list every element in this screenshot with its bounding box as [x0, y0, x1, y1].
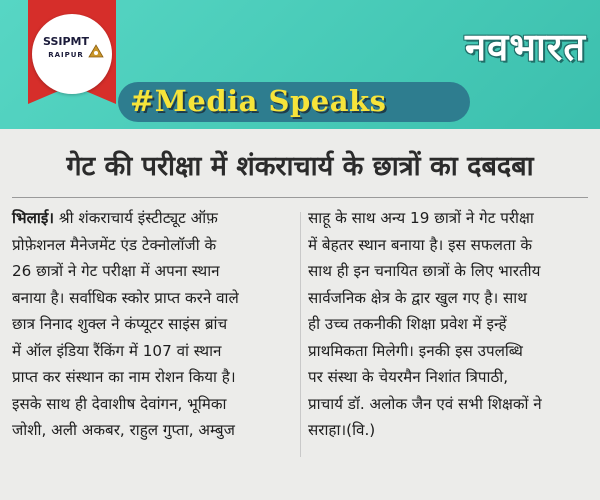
article-headline: गेट की परीक्षा में शंकराचार्य के छात्रों का दबदबा — [66, 151, 534, 182]
article-line-text: श्री शंकराचार्य इंस्टीट्यूट ऑफ़ — [54, 209, 218, 227]
article-line: साहू के साथ अन्य 19 छात्रों ने गेट परीक्षा — [308, 209, 534, 227]
article-line: प्राथमिकता मिलेगी। इनकी इस उपलब्धि — [308, 341, 523, 360]
college-emblem-icon — [88, 44, 104, 58]
article-line: इसके साथ ही देवाशीष देवांगन, भूमिका — [12, 394, 227, 413]
column-divider — [300, 212, 301, 457]
article-dateline: भिलाई। — [12, 209, 55, 227]
media-banner-text: #Media Speaks — [130, 84, 387, 118]
article-line: पर संस्था के चेयरमैन निशांत त्रिपाठी, — [308, 368, 509, 386]
article-line: में ऑल इंडिया रैंकिंग में 107 वां स्थान — [12, 341, 222, 360]
article-line: सराहा।(वि.) — [308, 421, 376, 439]
article-line: प्राचार्य डॉ. अलोक जैन एवं सभी शिक्षकों ने — [308, 394, 542, 413]
article-line: प्रोफ़ेशनल मैनेजमेंट एंड टेक्नोलॉजी के — [12, 235, 217, 254]
article-line: साथ ही इन चनायित छात्रों के लिए भारतीय — [308, 262, 541, 280]
article-line: सार्वजनिक क्षेत्र के द्वार खुल गए है। साथ — [308, 288, 527, 307]
article-column-right — [308, 205, 591, 444]
article-line: बनाया है। सर्वाधिक स्कोर प्राप्त करने वाले — [12, 288, 239, 307]
article-line: छात्र निनाद शुक्ल ने कंप्यूटर साइंस ब्रांच — [12, 315, 228, 333]
article-line: जोशी, अली अकबर, राहुल गुप्ता, अम्बुज — [12, 421, 235, 439]
article-line: में बेहतर स्थान बनाया है। इस सफलता के — [308, 235, 533, 254]
newspaper-brand: नवभारत — [465, 25, 586, 69]
article-line: 26 छात्रों ने गेट परीक्षा में अपना स्थान — [12, 262, 220, 280]
article-line: प्राप्त कर संस्थान का नाम रोशन किया है। — [12, 368, 236, 386]
logo-name: SSIPMT — [43, 35, 89, 48]
article-line — [12, 205, 295, 232]
article-line: ही उच्च तकनीकी शिक्षा प्रवेश में इन्हें — [308, 315, 507, 333]
headline-rule — [12, 197, 588, 198]
logo-city: RAIPUR — [48, 51, 84, 59]
article-column-left — [12, 205, 295, 444]
